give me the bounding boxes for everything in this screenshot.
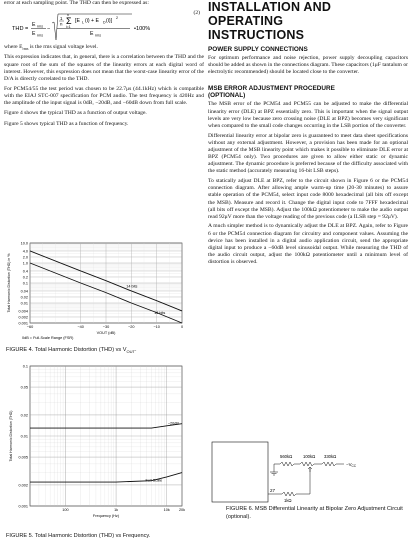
fig4-y-tick-label: 1.0 <box>22 261 28 266</box>
figure4-chart <box>4 237 204 340</box>
section-title: INSTALLATION AND OPERATING INSTRUCTIONS <box>208 0 332 42</box>
figure6-caption: FIGURE 6. MSB Differential Linearity at Bipolar Zero Adjustment Circuit (optional). <box>226 506 403 520</box>
fig4-y-tick-label: 0.2 <box>22 275 28 280</box>
figure5-chart <box>4 360 204 530</box>
thd-lhs: THD = <box>12 26 29 33</box>
fig5-y-tick-label: 0.01 <box>20 434 28 439</box>
svg-text:n: n <box>60 21 63 27</box>
paragraph-msb-4: A much simpler method is to dynamically adjust the DLE at BPZ. Again, refer to Figure 6 or the PCM54 connection diagram for circuitry and component values. Assuming the device has been installed in a digital audio application circuit, send the appropriate digital input to produce a −60dB level sinusoidal output. While measuring the THD of the audio circuit output, adjust the 100kΩ potentiometer until a minimum level of distortion is observed. <box>208 223 408 266</box>
figure6-schematic <box>210 432 406 504</box>
paragraph-correlation: This expression indicates that, in general, there is a correlation between the THD and the square root of the sum of the squares of the linearity errors at each digital word of interest. However, this expression does not mean that the worst-case linearity error of the D/A is directly correlated to the THD. <box>4 54 204 82</box>
resistor-330k-label: 330kΩ <box>324 454 337 459</box>
fig5-y-tick-label: 0.05 <box>20 385 28 390</box>
fig4-y-tick-label: 0.002 <box>18 315 28 320</box>
paragraph-msb-2: Differential linearity error at bipolar zero is guaranteed to meet data sheet specifications without any external adjustment. However, a provision has been made for an optional adjustment of the MSB linearity point which makes it possible to eliminate DLE error at BPZ (PCM54 only). Two procedures are given to allow either static or dynamic adjustment. The dynamic procedure is preferred because of the difficulty associated with the static method (accurately measuring 16-bit LSB steps). <box>208 132 408 175</box>
fig4-y-tick-label: 0.02 <box>20 295 28 300</box>
resistor-1k <box>282 468 310 496</box>
fig4-x-tick-label: −20 <box>128 325 135 329</box>
eq-den-right: E <box>90 31 94 38</box>
fig5-series-minus20db <box>30 424 182 428</box>
fig4-y-tick-label: 10.0 <box>20 241 28 246</box>
eq-den-right-sub: rms <box>95 33 101 38</box>
erms-den-sub: rms <box>37 33 43 38</box>
eq-sum-part: [E <box>75 18 80 25</box>
fig4-y-tick-label: 0.1 <box>22 281 28 286</box>
heading-power-supply: POWER SUPPLY CONNECTIONS <box>208 46 308 53</box>
paragraph-msb-1: The MSB error of the PCM54 and PCM55 can be adjusted to make the differential linearity error (DLE) at BPZ essentially zero. This is important when the signal output levels are very low because zero crossing noise (DLE at BPZ) becomes very significant when compared to the small code changes occurring in the LSB portion of the converter. <box>208 101 408 129</box>
intro-text: error at each sampling point. The THD can then be expressed as: <box>4 0 149 6</box>
thd-formula <box>4 10 204 44</box>
pcm54-ic-body <box>212 442 268 502</box>
fig4-y-tick-label: 0.4 <box>22 269 28 274</box>
fig5-y-tick-label: 0.02 <box>20 413 28 418</box>
pin-number: 27 <box>270 488 276 493</box>
eq-l-sub: L <box>82 20 84 25</box>
fig4-y-tick-label: 2.0 <box>22 255 28 260</box>
figure4-caption: FIGURE 4. Total Harmonic Distortion (THD) vs $V_{OUT}$. <box>6 347 137 355</box>
where-text: where $E_{rms}$ is the rms signal voltage level. <box>4 44 98 52</box>
fig4-footnote: 0dB = Full-Scale Range (FSR) <box>22 336 74 340</box>
erms-num-sub: rms <box>37 24 43 29</box>
potentiometer-label: 100kΩ <box>303 454 316 459</box>
fig4-y-tick-label: 0.001 <box>18 321 28 326</box>
fig5-x-tick-label: 1k <box>114 508 119 512</box>
fig5-x-tick-label: 10k <box>163 508 170 512</box>
svg-text:i=1: i=1 <box>66 25 71 30</box>
figure5 <box>4 360 204 530</box>
svg-text:n: n <box>67 13 69 18</box>
svg-text:−: − <box>47 26 51 33</box>
eq-square: 2 <box>116 16 118 21</box>
resistor-1k-label: 1kΩ <box>284 498 292 503</box>
fig5-y-tick-label: 0.001 <box>18 504 28 509</box>
erms-num: E <box>32 22 36 29</box>
fig4-x-tick-label: 0 <box>180 325 184 329</box>
fig5-y-tick-label: 0.1 <box>22 364 28 369</box>
potentiometer-100k <box>300 462 322 466</box>
fig4-x-axis-label: VOUT (dB) <box>96 331 116 335</box>
eq-d-sub: D <box>103 20 106 25</box>
fig5-x-tick-label: 20k <box>178 508 186 512</box>
paragraph-figure5-ref: Figure 5 shows typical THD as a function of frequency. <box>4 120 129 127</box>
paragraph-test-period: For PCM54/55 the test period was chosen to be 22.7μs (44.1kHz) which is compatible with the EIAJ STC-007 specification for PCM audio. The test frequency is 420Hz and the amplitude of the input signal is 0dB, −20dB, and −60dB down from full scale. <box>4 86 204 107</box>
left-column <box>4 0 204 131</box>
fig5-y-axis-label: Total Harmonic Distortion (THD) <box>9 410 13 462</box>
paragraph-msb-3: To statically adjust DLE at BPZ, refer to the circuit shown in Figure 6 or the PCM54 connection diagram. After allowing ample warm-up time (20-30 minutes) to assure stable operation of the PCM54, select input code 8000 hexadecimal (all bits off except the MSB). Measure and record it. Change the digital input code to 7FFF hexadecimal (all bits off except the MSB). Adjust the 100kΩ potentiometer to make the audio output read 92μV more than the voltage reading of the previous code (a ILSB step = 92μV). <box>208 178 408 220</box>
eq-num-close: (i)] <box>106 18 113 25</box>
heading-msb-adjustment: MSB ERROR ADJUSTMENT PROCEDURE (OPTIONAL) <box>208 85 335 100</box>
eq-times100: •100% <box>134 26 151 33</box>
svg-text:1: 1 <box>60 16 63 22</box>
paragraph-power-supply: For optimum performance and noise rejection, power supply decoupling capacitors should be added as shown in the connections diagram. These capacitors (1μF tantalum or electrolytic recommended) should be located close to the converter. <box>208 55 408 76</box>
resistor-560k-label: 560kΩ <box>280 454 293 459</box>
fig4-y-axis-label: Total Harmonic Distortion (THD) in % <box>7 253 11 313</box>
paragraph-figure4-ref: Figure 4 shows the typical THD as a function of output voltage. <box>4 110 147 117</box>
right-column <box>208 0 408 269</box>
svg-text:Σ: Σ <box>66 16 72 27</box>
figure4 <box>4 237 204 340</box>
fig4-y-tick-label: 0.04 <box>20 289 28 294</box>
fig5-label-fullscale: Full Scale <box>145 478 163 483</box>
equation-number: (2) <box>193 10 200 17</box>
fig5-label-minus20db: −20dB <box>167 421 179 426</box>
fig4-x-tick-label: −30 <box>102 325 110 329</box>
fig4-y-tick-label: 0.01 <box>20 301 28 306</box>
fig5-y-tick-label: 0.005 <box>18 455 28 460</box>
erms-den: E <box>32 31 36 38</box>
fig4-x-tick-label: −10 <box>153 325 160 329</box>
figure5-caption: FIGURE 5. Total Harmonic Distortion (THD) vs Frequency. <box>6 533 151 539</box>
resistor-330k <box>322 462 344 466</box>
resistor-560k <box>280 462 300 466</box>
fig4-label-16bits: 16 bits <box>154 311 166 316</box>
eq-num-tail: (i) + E <box>85 18 99 25</box>
fig5-y-tick-label: 0.002 <box>18 483 28 488</box>
fig4-y-tick-label: 0.004 <box>18 309 28 314</box>
fig4-x-tick-label: −40 <box>77 325 84 329</box>
fig5-x-tick-label: 100 <box>62 508 69 512</box>
fig4-label-14bits: 14 bits <box>126 284 138 289</box>
vcc-label: $-V_{CC}$ <box>346 462 357 468</box>
fig4-x-tick-label: −60 <box>26 325 34 329</box>
formula-graphic <box>4 10 204 44</box>
fig5-x-axis-label: Frequency (Hz) <box>92 514 120 518</box>
figure6-circuit <box>210 432 406 504</box>
fig4-y-tick-label: 4.0 <box>22 249 28 254</box>
